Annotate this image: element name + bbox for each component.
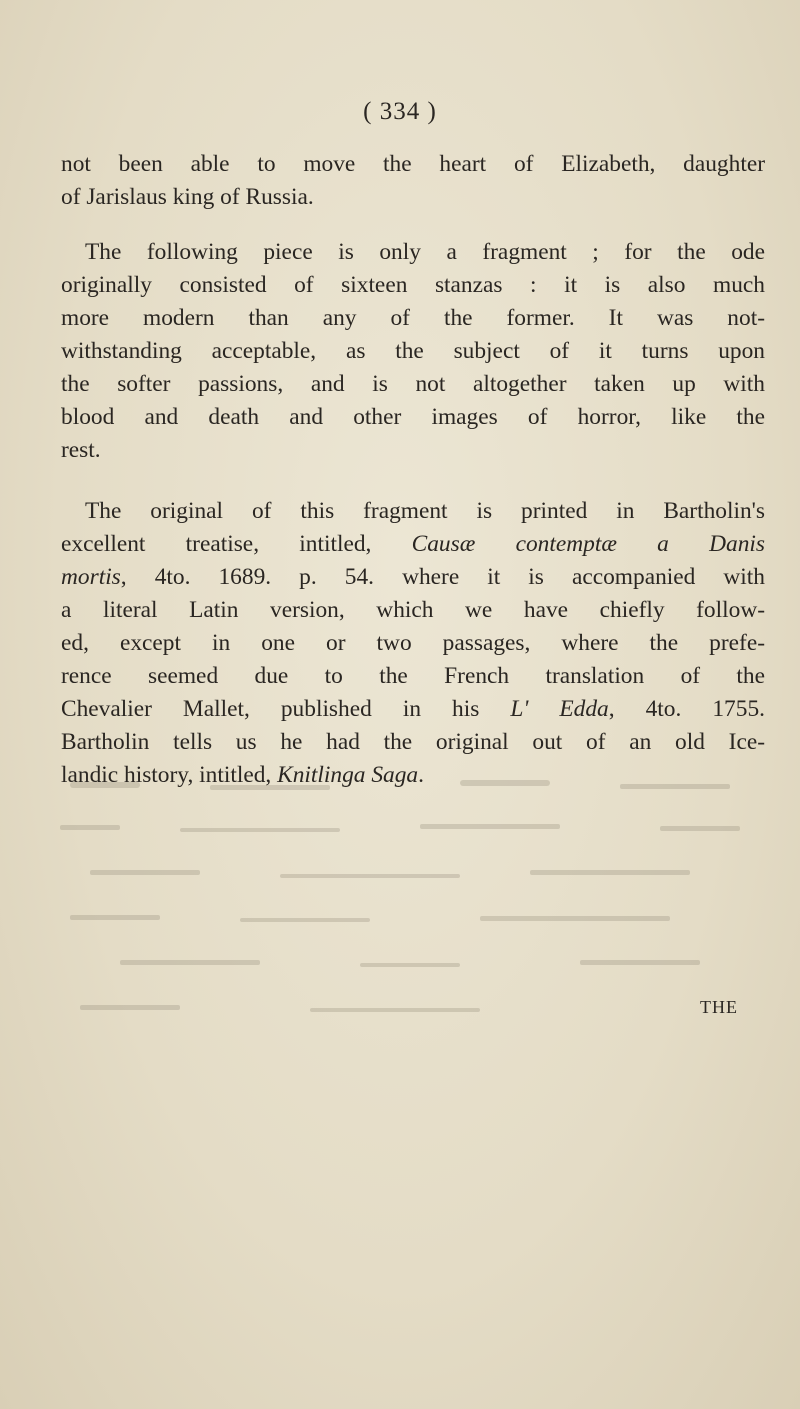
text-run: excellent treatise, intitled,	[61, 531, 412, 557]
book-title-italic: L' Edda	[510, 696, 609, 722]
book-title-italic: mortis	[61, 564, 121, 590]
text-line: Bartholin tells us he had the original out of an old Ice-	[61, 729, 765, 755]
text-line	[61, 759, 765, 792]
text-run: , 4to. 1689. p. 54. where it is accompanied with	[120, 564, 765, 590]
text-run: .	[418, 762, 424, 788]
catchword: THE	[700, 997, 738, 1017]
text-run: landic history, intitled,	[61, 762, 278, 788]
text-line	[61, 561, 765, 594]
text-line: The original of this fragment is printed in Bartholin's	[85, 498, 765, 524]
page-number: ( 334 )	[363, 98, 437, 125]
text-line: rest.	[61, 437, 101, 463]
text-line	[61, 693, 765, 726]
text-line: withstanding acceptable, as the subject of it turns upon	[61, 338, 765, 364]
book-title-italic: Causæ contemptæ a Danis	[411, 531, 765, 557]
text-line: a literal Latin version, which we have chiefly follow-	[61, 597, 765, 623]
text-line: originally consisted of sixteen stanzas : it is also much	[61, 272, 765, 298]
text-line: blood and death and other images of horror, like the	[61, 404, 765, 430]
paragraph-2	[61, 236, 765, 467]
text-line: The following piece is only a fragment ; for the ode	[85, 239, 765, 265]
text-line: not been able to move the heart of Elizabeth, daughter	[61, 151, 765, 177]
text-line: ed, except in one or two passages, where the prefe-	[61, 630, 765, 656]
body-text	[61, 148, 765, 792]
text-line: rence seemed due to the French translation of the	[61, 663, 765, 689]
text-run: , 4to. 1755.	[608, 696, 765, 722]
text-line: of Jarislaus king of Russia.	[61, 184, 314, 210]
text-run: Chevalier Mallet, published in his	[61, 696, 511, 722]
text-line: more modern than any of the former. It was not-	[61, 305, 765, 331]
text-line: the softer passions, and is not altogether taken up with	[61, 371, 765, 397]
paragraph-3	[61, 495, 765, 792]
book-title-italic: Knitlinga Saga	[277, 762, 419, 788]
text-line	[61, 528, 765, 561]
paragraph-1	[61, 148, 765, 214]
show-through-bleed	[60, 770, 760, 1070]
